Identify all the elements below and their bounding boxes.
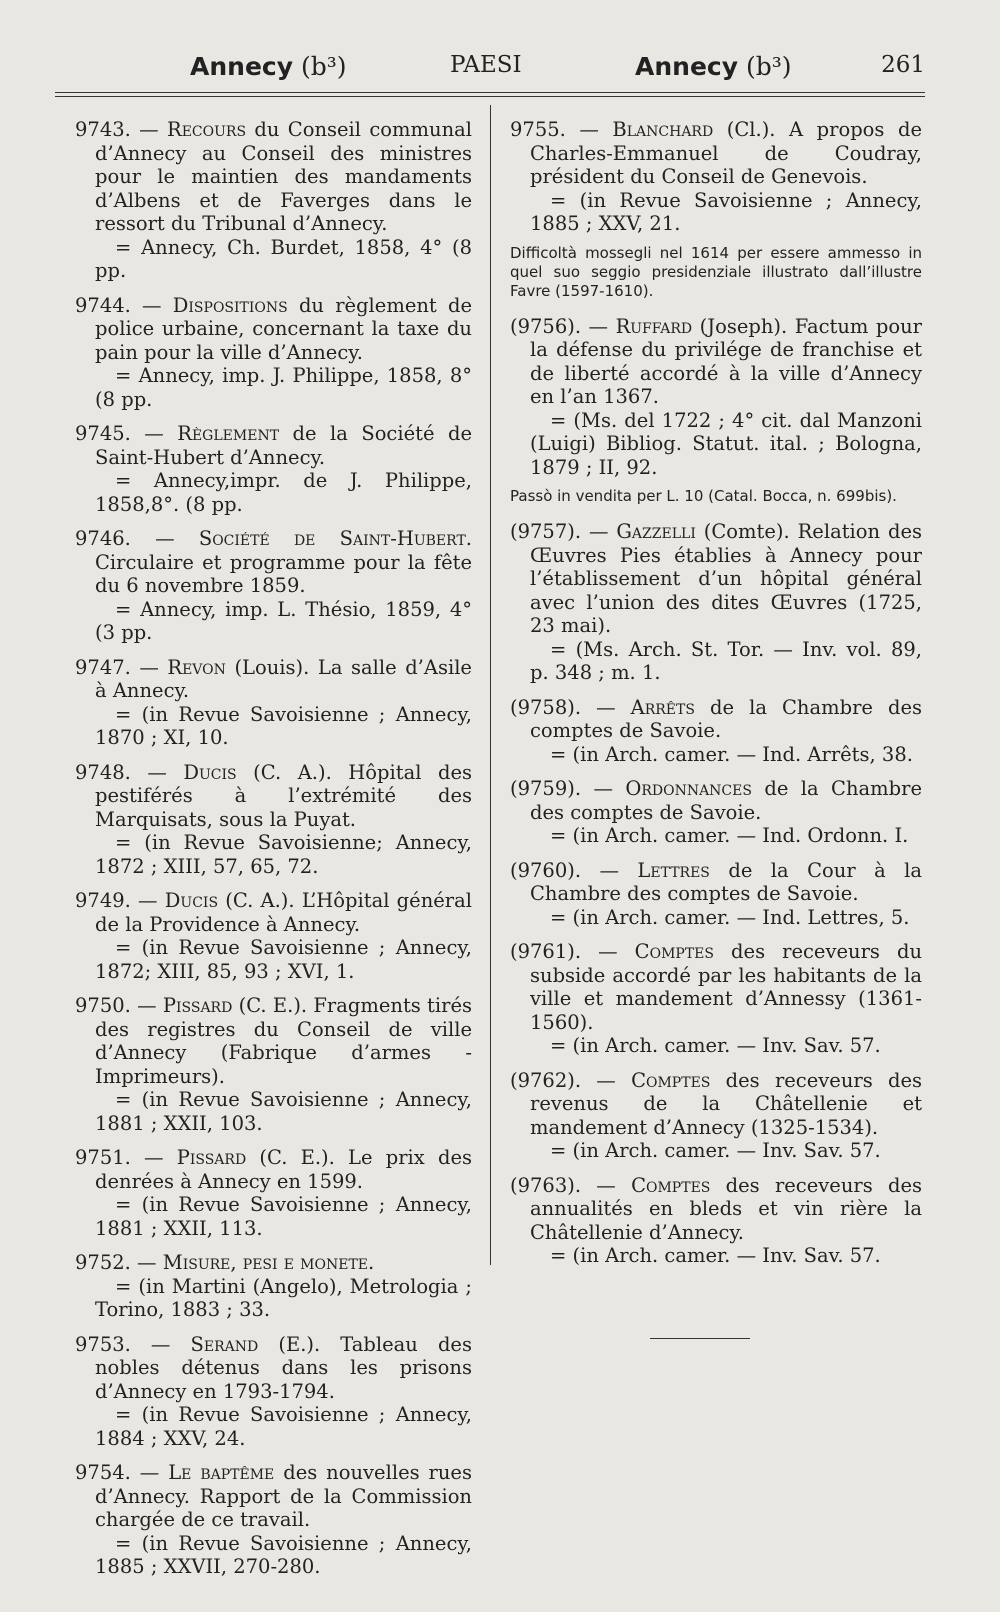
- entry-number: 9750. —: [75, 994, 163, 1017]
- entry-title: de la Cour à la Chambre des comptes de Savoie.: [530, 858, 923, 905]
- entry-citation: = (in Revue Savoisienne ; Annecy, 1870 ; XI, 10.: [95, 702, 472, 749]
- running-head-left-sup: (b³): [300, 52, 347, 81]
- entry-body: [510, 777, 922, 824]
- entry-author: Pissard: [162, 994, 233, 1017]
- entry-title: (Comte). Relation des Œuvres Pies établies à Annecy pour l’établissement d’un hôpital général avec l’union des dites Œuvres (1725, 23 mai).: [530, 520, 923, 637]
- running-head-right: [635, 52, 792, 81]
- entry-author: Ducis: [164, 889, 219, 912]
- entry-author: Lettres: [637, 858, 710, 882]
- entry-body: [75, 994, 472, 1088]
- entry-citation: = (in Arch. camer. — Ind. Lettres, 5.: [550, 905, 910, 929]
- entry-number: 9746. —: [75, 527, 199, 550]
- entry-body: [510, 1069, 922, 1140]
- page-header: [55, 52, 925, 92]
- bibliography-entry: [510, 777, 922, 848]
- entry-citation: = Annecy,impr. de J. Philippe, 1858,8°. (8 pp.: [95, 469, 472, 516]
- bibliography-entry: [75, 1146, 472, 1240]
- entry-title: des receveurs des annualités en bleds et vin rière la Châtellenie d’Annecy.: [530, 1173, 923, 1244]
- entry-body: [510, 118, 922, 189]
- entry-number: (9758). —: [510, 695, 631, 719]
- entry-author: Règlement: [177, 422, 280, 445]
- entry-author: Serand: [190, 1332, 259, 1356]
- header-rule-top: [55, 92, 925, 93]
- entry-title: de la Chambre des comptes de Savoie.: [530, 777, 922, 824]
- bibliography-entry: [75, 422, 472, 516]
- entry-title: des nouvelles rues d’Annecy. Rapport de la Commission chargée de ce travail.: [95, 1461, 472, 1531]
- entry-author: Dispositions: [172, 293, 288, 317]
- entry-citation: = (Ms. del 1722 ; 4° cit. dal Manzoni (Luigi) Bibliog. Statut. ital. ; Bologna, 1879 ; II, 92.: [530, 408, 922, 479]
- entry-citation: = (in Revue Savoisienne ; Annecy, 1885 ; XXVII, 270-280.: [95, 1531, 472, 1578]
- entry-author: Comptes: [634, 940, 714, 963]
- entry-author: Blanchard: [612, 118, 714, 141]
- entry-author: Revon: [167, 655, 226, 679]
- bibliography-entry: [510, 1174, 922, 1268]
- bibliography-entry: [510, 118, 922, 301]
- entry-citation: = (in Revue Savoisienne; Annecy, 1872 ; XIII, 57, 65, 72.: [95, 831, 472, 878]
- right-column: [510, 118, 922, 1279]
- entry-body: [75, 1461, 472, 1532]
- entry-author: Ordonnances: [625, 777, 752, 800]
- entry-title: (Cl.). A propos de Charles-Emmanuel de Coudray, président du Conseil de Genevois.: [530, 118, 922, 188]
- entry-body: [75, 889, 472, 936]
- entry-title: (Louis). La salle d’Asile à Annecy.: [95, 655, 472, 702]
- entry-citation: = (in Arch. camer. — Inv. Sav. 57.: [550, 1034, 881, 1057]
- entry-citation: = (in Martini (Angelo), Metrologia ; Torino, 1883 ; 33.: [95, 1274, 472, 1321]
- entry-author: Arrêts: [630, 695, 695, 719]
- entry-title: des receveurs des revenus de la Châtellenie et mandement d’Annecy (1325-1534).: [530, 1068, 923, 1139]
- entry-title: (Joseph). Factum pour la défense du privilége de franchise et de liberté accordé à la ville d’Annecy en l’an 1367.: [530, 314, 923, 408]
- entry-author: Le baptême: [168, 1461, 275, 1484]
- bibliography-entry: [510, 940, 922, 1058]
- entry-number: 9751. —: [75, 1146, 177, 1169]
- entry-note: Difficoltà mossegli nel 1614 per essere ammesso in quel suo seggio presidenziale illustrato dall’illustre Favre (1597-1610).: [510, 243, 922, 300]
- entry-title: du Conseil communal d’Annecy au Conseil des ministres pour le maintien des mandaments d’Albens et de Faverges dans le ressort du Tribunal d’Annecy.: [95, 118, 472, 235]
- bibliography-entry: [75, 761, 472, 879]
- entry-number: 9754. —: [75, 1461, 169, 1484]
- entry-author: Pissard: [176, 1146, 247, 1169]
- entry-body: [510, 1174, 922, 1245]
- entry-author: Comptes: [631, 1173, 711, 1197]
- bibliography-entry: [510, 859, 922, 930]
- bibliography-entry: [75, 527, 472, 645]
- entry-number: (9760). —: [510, 858, 638, 882]
- column-divider: [490, 105, 491, 1265]
- entry-body: [510, 696, 922, 743]
- entry-body: [75, 656, 472, 703]
- entry-body: [75, 1333, 472, 1404]
- entry-title: de la Chambre des comptes de Savoie.: [530, 695, 923, 742]
- entry-title: (C. A.). Hôpital des pestiférés à l’extrémité des Marquisats, sous la Puyat.: [95, 760, 472, 831]
- running-head-right-sup: (b³): [745, 52, 792, 81]
- bibliography-entry: [75, 1461, 472, 1579]
- entry-number: (9762). —: [510, 1068, 632, 1092]
- entry-title: (C. E.). Fragments tirés des registres du Conseil de ville d’Annecy (Fabrique d’armes - Imprimeurs).: [95, 994, 472, 1088]
- entry-body: [510, 315, 922, 409]
- entry-title: .: [368, 1251, 375, 1274]
- entry-author: Comptes: [631, 1068, 711, 1092]
- bibliography-entry: [75, 889, 472, 983]
- entry-citation: = Annecy, imp. L. Thésio, 1859, 4° (3 pp.: [95, 597, 472, 644]
- entry-body: [510, 520, 922, 638]
- bibliography-entry: [510, 315, 922, 507]
- entry-citation: = (Ms. Arch. St. Tor. — Inv. vol. 89, p. 348 ; m. 1.: [530, 637, 922, 684]
- bibliography-entry: [510, 696, 922, 767]
- entry-citation: = (in Revue Savoisienne ; Annecy, 1881 ; XXII, 113.: [95, 1193, 472, 1240]
- entry-citation: = (in Arch. camer. — Ind. Arrêts, 38.: [550, 742, 913, 766]
- entry-number: 9752. —: [75, 1251, 163, 1274]
- running-head-center: PAESI: [450, 52, 522, 78]
- entry-title: des receveurs du subside accordé par les habitants de la ville et mandement d’Annessy (1361-1560).: [530, 940, 923, 1034]
- entry-number: (9759). —: [510, 777, 626, 800]
- bibliography-entry: [75, 1251, 472, 1322]
- entry-number: (9763). —: [510, 1173, 632, 1197]
- entry-citation: = (in Arch. camer. — Inv. Sav. 57.: [550, 1244, 881, 1267]
- entry-number: 9749. —: [75, 889, 165, 912]
- entry-body: [75, 422, 472, 469]
- bibliography-entry: [75, 1333, 472, 1451]
- entry-citation: = Annecy, imp. J. Philippe, 1858, 8° (8 pp.: [95, 364, 472, 411]
- entry-citation: = (in Revue Savoisienne ; Annecy, 1884 ; XXV, 24.: [95, 1403, 472, 1450]
- end-rule: [650, 1338, 750, 1339]
- bibliography-entry: [510, 1069, 922, 1163]
- entry-number: 9747. —: [75, 655, 168, 679]
- entry-author: Recours: [167, 118, 247, 141]
- entry-body: [510, 940, 922, 1034]
- entry-title: . Circulaire et programme pour la fête du 6 novembre 1859.: [95, 527, 472, 597]
- entry-number: 9743. —: [75, 118, 168, 141]
- running-head-right-place: Annecy: [635, 52, 739, 81]
- entry-title: (C. E.). Le prix des denrées à Annecy en 1599.: [95, 1146, 472, 1193]
- entry-citation: = Annecy, Ch. Burdet, 1858, 4° (8 pp.: [95, 235, 472, 282]
- entry-body: [75, 1146, 472, 1193]
- entry-citation: = (in Arch. camer. — Ind. Ordonn. I.: [550, 824, 909, 847]
- entry-number: 9755. —: [510, 118, 613, 141]
- entry-title: du règlement de police urbaine, concernant la taxe du pain pour la ville d’Annecy.: [95, 293, 472, 364]
- entry-citation: = (in Revue Savoisienne ; Annecy, 1872; XIII, 85, 93 ; XVI, 1.: [95, 936, 472, 983]
- entry-body: [75, 1251, 472, 1275]
- bibliography-entry: [75, 994, 472, 1135]
- entry-title: (C. A.). L’Hôpital général de la Providence à Annecy.: [95, 889, 472, 936]
- entry-citation: = (in Revue Savoisienne ; Annecy, 1885 ; XXV, 21.: [530, 188, 922, 235]
- entry-author: Ducis: [183, 760, 237, 784]
- bibliography-entry: [75, 118, 472, 283]
- entry-number: 9748. —: [75, 760, 184, 784]
- entry-author: Ruffard: [615, 314, 693, 338]
- entry-title: de la Société de Saint-Hubert d’Annecy.: [95, 422, 472, 469]
- header-rule-bottom: [55, 96, 925, 97]
- entry-number: 9753. —: [75, 1332, 191, 1356]
- entry-note: Passò in vendita per L. 10 (Catal. Bocca, n. 699bis).: [510, 487, 897, 505]
- entry-citation: = (in Revue Savoisienne ; Annecy, 1881 ; XXII, 103.: [95, 1088, 472, 1135]
- left-column: [75, 118, 472, 1590]
- entry-body: [75, 761, 472, 832]
- entry-body: [510, 859, 922, 906]
- entry-number: (9757). —: [510, 520, 617, 543]
- entry-number: (9756). —: [510, 314, 616, 338]
- bibliography-entry: [75, 294, 472, 412]
- page-number: 261: [881, 52, 925, 78]
- entry-body: [75, 527, 472, 598]
- entry-body: [75, 294, 472, 365]
- entry-body: [75, 118, 472, 236]
- entry-title: (E.). Tableau des nobles détenus dans les prisons d’Annecy en 1793-1794.: [95, 1332, 472, 1403]
- entry-number: 9744. —: [75, 293, 173, 317]
- entry-number: (9761). —: [510, 940, 635, 963]
- running-head-left-place: Annecy: [190, 52, 294, 81]
- bibliography-entry: [75, 656, 472, 750]
- bibliography-entry: [510, 520, 922, 685]
- entry-author: Gazzelli: [616, 520, 696, 543]
- entry-author: Société de Saint-Hubert: [198, 527, 466, 550]
- entry-citation: = (in Arch. camer. — Inv. Sav. 57.: [550, 1139, 881, 1162]
- entry-number: 9745. —: [75, 422, 178, 445]
- running-head-left: [190, 52, 347, 81]
- entry-author: Misure, pesi e monete: [162, 1251, 368, 1274]
